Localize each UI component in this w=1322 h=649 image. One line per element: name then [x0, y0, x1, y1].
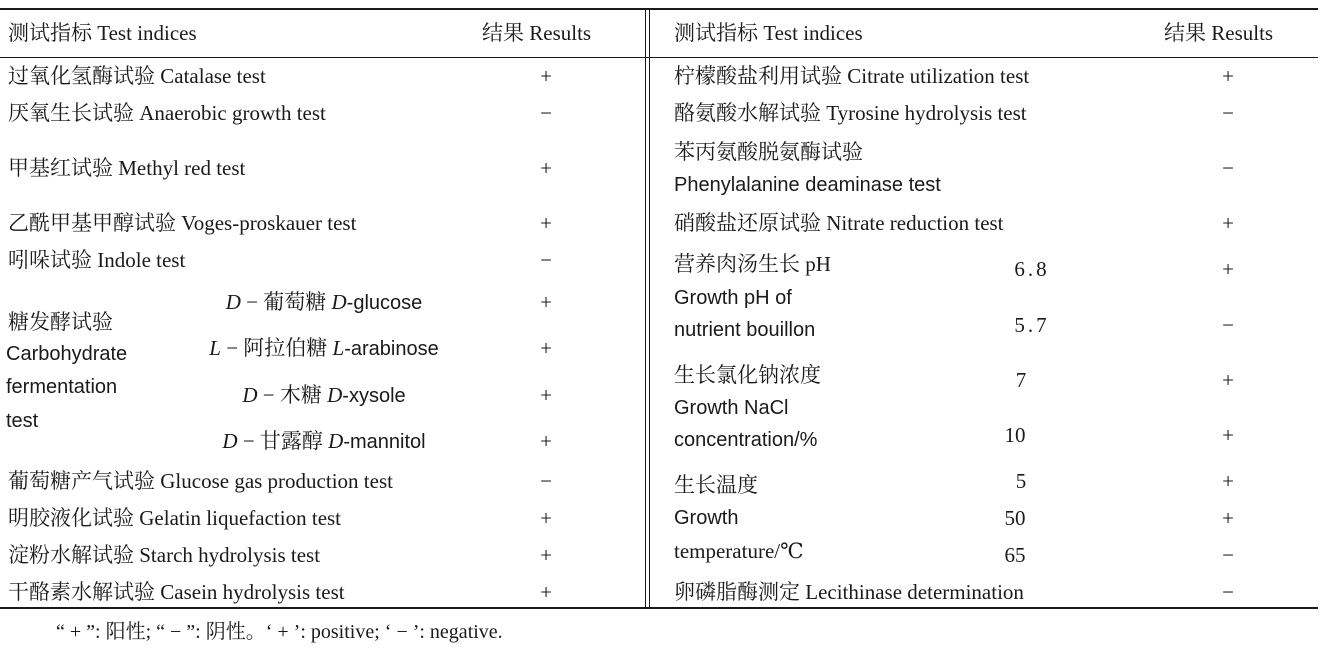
row-result: + [540, 580, 552, 604]
row-result: + [1222, 469, 1234, 493]
growth-nacl-value: 7 [1015, 368, 1027, 392]
growth-temp-label-cn: 生长温度 [674, 473, 758, 497]
row-result: + [1222, 368, 1234, 392]
table-footnote: “ + ”: 阳性; “ − ”: 阴性。‘ + ’: positive; ‘ − ’: negative. [56, 621, 503, 643]
growth-temp-value: 5 [1015, 469, 1027, 493]
header-indices-right: 测试指标 Test indices [674, 21, 863, 45]
growth-temp-value: 65 [1004, 543, 1026, 567]
bottom-rule [0, 607, 1318, 609]
growth-ph-label-en: nutrient bouillon [674, 319, 816, 341]
row-label: 干酪素水解试验 Casein hydrolysis test [8, 580, 345, 604]
row-label: 苯丙氨酸脱氨酶试验 [674, 140, 863, 164]
growth-nacl-label-en: Growth NaCl [674, 397, 789, 419]
row-label: 明胶液化试验 Gelatin liquefaction test [8, 506, 342, 530]
row-label: 甲基红试验 Methyl red test [8, 156, 246, 180]
row-label: 厌氧生长试验 Anaerobic growth test [8, 101, 326, 125]
growth-ph-label-en: Growth pH of [674, 287, 792, 309]
carbohydrate-label-en: fermentation [6, 376, 118, 398]
growth-temp-label-en: temperature/℃ [674, 539, 804, 563]
row-result: − [1222, 580, 1234, 604]
row-result: + [540, 336, 552, 360]
growth-nacl-label-cn: 生长氯化钠浓度 [674, 363, 821, 387]
growth-temp-label-en: Growth [674, 507, 739, 529]
row-label: 卵磷脂酶测定 Lecithinase determination [674, 580, 1024, 604]
growth-temp-value: 50 [1004, 506, 1026, 530]
row-result: − [1222, 156, 1234, 180]
growth-ph-value: 5.7 [1014, 313, 1050, 337]
growth-nacl-value: 10 [1004, 423, 1026, 447]
row-result: + [1222, 211, 1234, 235]
row-result: + [540, 156, 552, 180]
carbohydrate-label-en: test [6, 410, 39, 432]
row-label: 柠檬酸盐利用试验 Citrate utilization test [674, 64, 1030, 88]
row-result: + [1222, 423, 1234, 447]
row-label: 吲哚试验 Indole test [8, 248, 186, 272]
header-results-right: 结果 Results [1164, 21, 1274, 45]
row-label: 乙酰甲基甲醇试验 Voges-proskauer test [8, 211, 357, 235]
row-result: − [1222, 313, 1234, 337]
row-result: − [540, 101, 552, 125]
row-result: + [540, 429, 552, 453]
row-result: + [540, 290, 552, 314]
carbohydrate-sub-label: D − 甘露醇 D-mannitol [222, 429, 426, 453]
carbohydrate-sub-label: D − 木糖 D-xysole [242, 383, 406, 407]
growth-ph-value: 6.8 [1014, 257, 1050, 281]
growth-ph-label-cn: 营养肉汤生长 pH [674, 252, 831, 276]
carbohydrate-label-en: Carbohydrate [6, 343, 128, 365]
row-label: 酪氨酸水解试验 Tyrosine hydrolysis test [674, 101, 1027, 125]
header-results-left: 结果 Results [482, 21, 592, 45]
row-label: 淀粉水解试验 Starch hydrolysis test [8, 543, 321, 567]
top-rule [0, 8, 1318, 10]
row-result: − [1222, 543, 1234, 567]
row-result: − [540, 248, 552, 272]
row-result: + [540, 506, 552, 530]
row-label: 硝酸盐还原试验 Nitrate reduction test [674, 211, 1004, 235]
row-result: + [540, 211, 552, 235]
row-result: + [540, 64, 552, 88]
row-result: + [540, 543, 552, 567]
header-indices-left: 测试指标 Test indices [8, 21, 197, 45]
row-result: + [540, 383, 552, 407]
column-divider [645, 10, 646, 609]
carbohydrate-sub-label: D − 葡萄糖 D-glucose [225, 290, 423, 314]
carbohydrate-sub-label: L − 阿拉伯糖 L-arabinose [209, 336, 439, 360]
carbohydrate-label-cn: 糖发酵试验 [8, 310, 113, 334]
row-result: + [1222, 64, 1234, 88]
growth-nacl-label-en: concentration/% [674, 429, 818, 451]
row-result: − [1222, 101, 1234, 125]
row-label: Phenylalanine deaminase test [674, 174, 941, 196]
column-divider [649, 10, 650, 609]
row-result: + [1222, 257, 1234, 281]
row-result: − [540, 469, 552, 493]
header-rule [0, 57, 1318, 58]
row-label: 过氧化氢酶试验 Catalase test [8, 64, 266, 88]
row-result: + [1222, 506, 1234, 530]
row-label: 葡萄糖产气试验 Glucose gas production test [8, 469, 393, 493]
